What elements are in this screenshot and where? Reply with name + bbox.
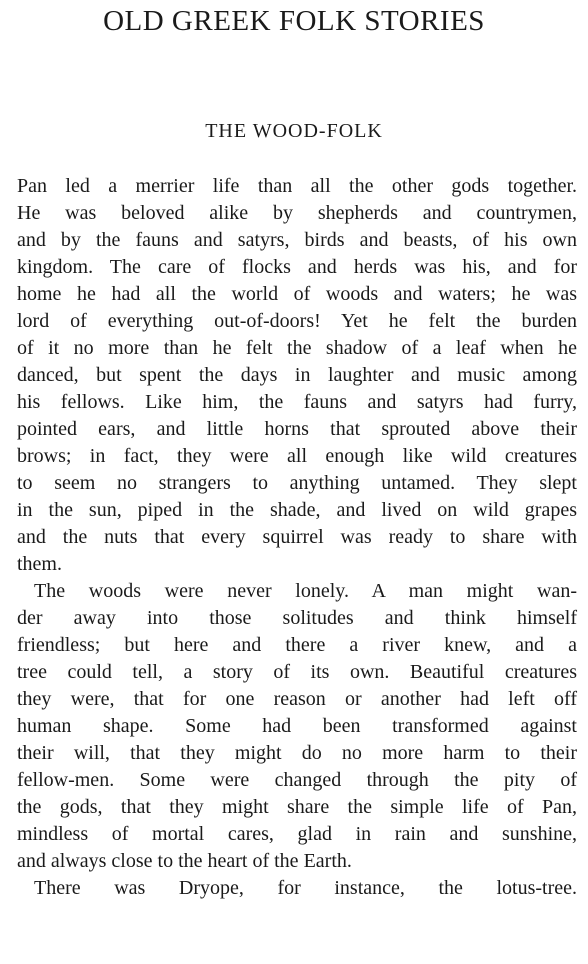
text-line: fellow-men. Some were changed through the pity of <box>17 769 577 791</box>
text-line: brows; in fact, they were all enough like wild creatures <box>17 445 577 467</box>
text-line: and by the fauns and satyrs, birds and beasts, of his own <box>17 229 577 251</box>
text-line: his fellows. Like him, the fauns and satyrs had furry, <box>17 391 577 413</box>
text-line: friendless; but here and there a river knew, and a <box>17 634 577 656</box>
text-line: tree could tell, a story of its own. Beautiful creatures <box>17 661 577 683</box>
text-line: danced, but spent the days in laughter and music among <box>17 364 577 386</box>
text-line: der away into those solitudes and think himself <box>17 607 577 629</box>
text-line: and always close to the heart of the Earth. <box>17 850 352 872</box>
text-line: in the sun, piped in the shade, and lived on wild grapes <box>17 499 577 521</box>
text-line: lord of everything out-of-doors! Yet he felt the burden <box>17 310 577 332</box>
text-line: home he had all the world of woods and waters; he was <box>17 283 577 305</box>
text-line: and the nuts that every squirrel was ready to share with <box>17 526 577 548</box>
text-line: human shape. Some had been transformed against <box>17 715 577 737</box>
text-line: kingdom. The care of flocks and herds was his, and for <box>17 256 577 278</box>
text-line: to seem no strangers to anything untamed. They slept <box>17 472 577 494</box>
book-title: OLD GREEK FOLK STORIES <box>103 5 485 37</box>
text-line: The woods were never lonely. A man might wan- <box>34 580 577 602</box>
text-line: Pan led a merrier life than all the other gods together. <box>17 175 577 197</box>
text-line: them. <box>17 553 62 575</box>
story-text <box>17 173 577 902</box>
chapter-title: THE WOOD-FOLK <box>205 120 383 142</box>
text-line: of it no more than he felt the shadow of a leaf when he <box>17 337 577 359</box>
text-line: There was Dryope, for instance, the lotus-tree. <box>34 877 577 899</box>
text-line: the gods, that they might share the simple life of Pan, <box>17 796 577 818</box>
text-line: He was beloved alike by shepherds and countrymen, <box>17 202 577 224</box>
text-line: pointed ears, and little horns that sprouted above their <box>17 418 577 440</box>
text-line: mindless of mortal cares, glad in rain and sunshine, <box>17 823 577 845</box>
text-line: they were, that for one reason or another had left off <box>17 688 577 710</box>
text-line: their will, that they might do no more harm to their <box>17 742 577 764</box>
